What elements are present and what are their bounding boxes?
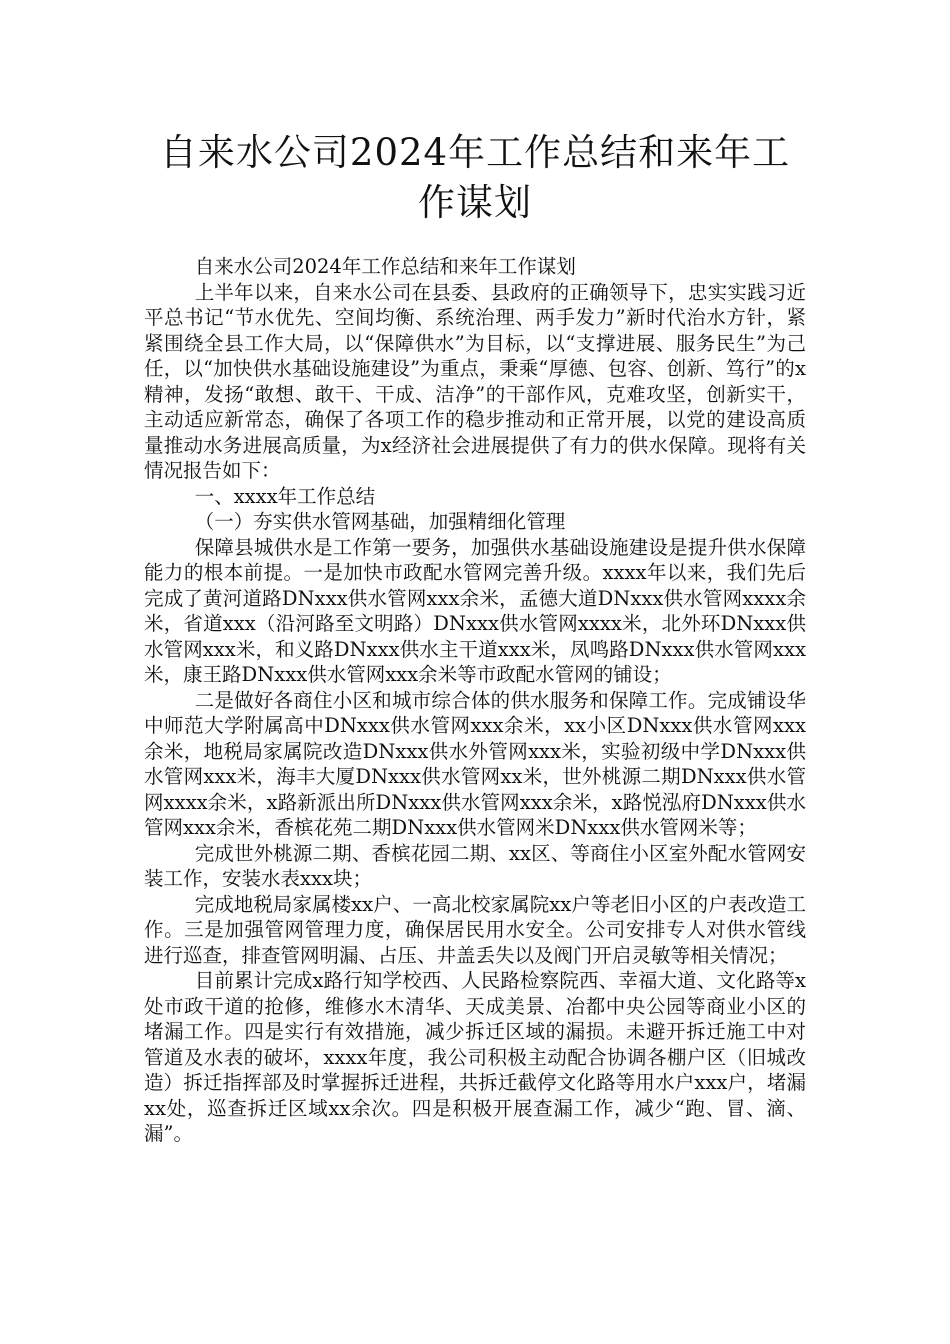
section-heading: 一、xxxx年工作总结 bbox=[194, 484, 376, 508]
document-body bbox=[144, 254, 806, 1147]
paragraph-intro: 上半年以来，自来水公司在县委、县政府的正确领导下，忠实实践习近平总书记“节水优先、空间均衡、系统治理、两手发力”新时代治水方针，紧紧围绕全县工作大局，以“保障供水”为目标，以“支撑进展、服务民生”为己任，以“加快供水基础设施建设”为重点，秉乘“厚德、包容、创新、笃行”的x精神，发扬“敢想、敢干、干成、洁净”的干部作风，克难攻坚，创新实干，主动适应新常态，确保了各项工作的稳步推动和正常开展，以党的建设高质量推动水务进展高质量，为x经济社会进展提供了有力的供水保障。现将有关情况报告如下： bbox=[144, 280, 806, 482]
paragraph-pipeline-upgrade: 保障县城供水是工作第一要务，加强供水基础设施建设是提升供水保障能力的根本前提。一是加快市政配水管网完善升级。xxxx年以来，我们先后完成了黄河道路DNxxx供水管网xxx余米，孟德大道DNxxx供水管网xxxx余米，省道xxx（沿河路至文明路）DNxxx供水管网xxxx米，北外环DNxxx供水管网xxx米，和义路DNxxx供水主干道xxx米，凤鸣路DNxxx供水管网xxx米，康王路DNxxx供水管网xxx余米等市政配水管网的铺设； bbox=[144, 535, 806, 686]
paragraph-residential-supply: 二是做好各商住小区和城市综合体的供水服务和保障工作。完成铺设华中师范大学附属高中DNxxx供水管网xxx余米，xx小区DNxxx供水管网xxx余米，地税局家属院改造DNxxx供水外管网xxx米，实验初级中学DNxxx供水管网xxx米，海丰大厦DNxxx供水管网xx米，世外桃源二期DNxxx供水管网xxxx余米，x路新派出所DNxxx供水管网xxx余米，x路悦泓府DNxxx供水管网xxx余米，香槟花苑二期DNxxx供水管网米DNxxx供水管网米等； bbox=[144, 688, 806, 839]
subsection-heading: （一）夯实供水管网基础，加强精细化管理 bbox=[194, 510, 566, 533]
document-title: 自来水公司2024年工作总结和来年工作谋划 bbox=[159, 131, 791, 224]
paragraph-repairs: 目前累计完成x路行知学校西、人民路检察院西、幸福大道、文化路等x处市政干道的抢修，维修水木清华、天成美景、冶都中央公园等商业小区的堵漏工作。四是实行有效措施，减少拆迁区域的漏损。未避开拆迁施工中对管道及水表的破坏，xxxx年度，我公司积极主动配合协调各棚户区（旧城改造）拆迁指挥部及时掌握拆迁进程，共拆迁截停文化路等用水户xxx户，堵漏xx处，巡查拆迁区域xx余次。四是积极开展查漏工作，减少“跑、冒、滴、漏”。 bbox=[144, 969, 806, 1145]
paragraph-meter-install: 完成世外桃源二期、香槟花园二期、xx区、等商住小区室外配水管网安装工作，安装水表xxx块； bbox=[144, 841, 806, 890]
paragraph-repeat-title: 自来水公司2024年工作总结和来年工作谋划 bbox=[194, 255, 576, 278]
paragraph-meter-renovation: 完成地税局家属楼xx户、一高北校家属院xx户等老旧小区的户表改造工作。三是加强管网管理力度，确保居民用水安全。公司安排专人对供水管线进行巡查，排查管网明漏、占压、井盖丢失以及阀门开启灵敏等相关情况； bbox=[144, 892, 806, 967]
